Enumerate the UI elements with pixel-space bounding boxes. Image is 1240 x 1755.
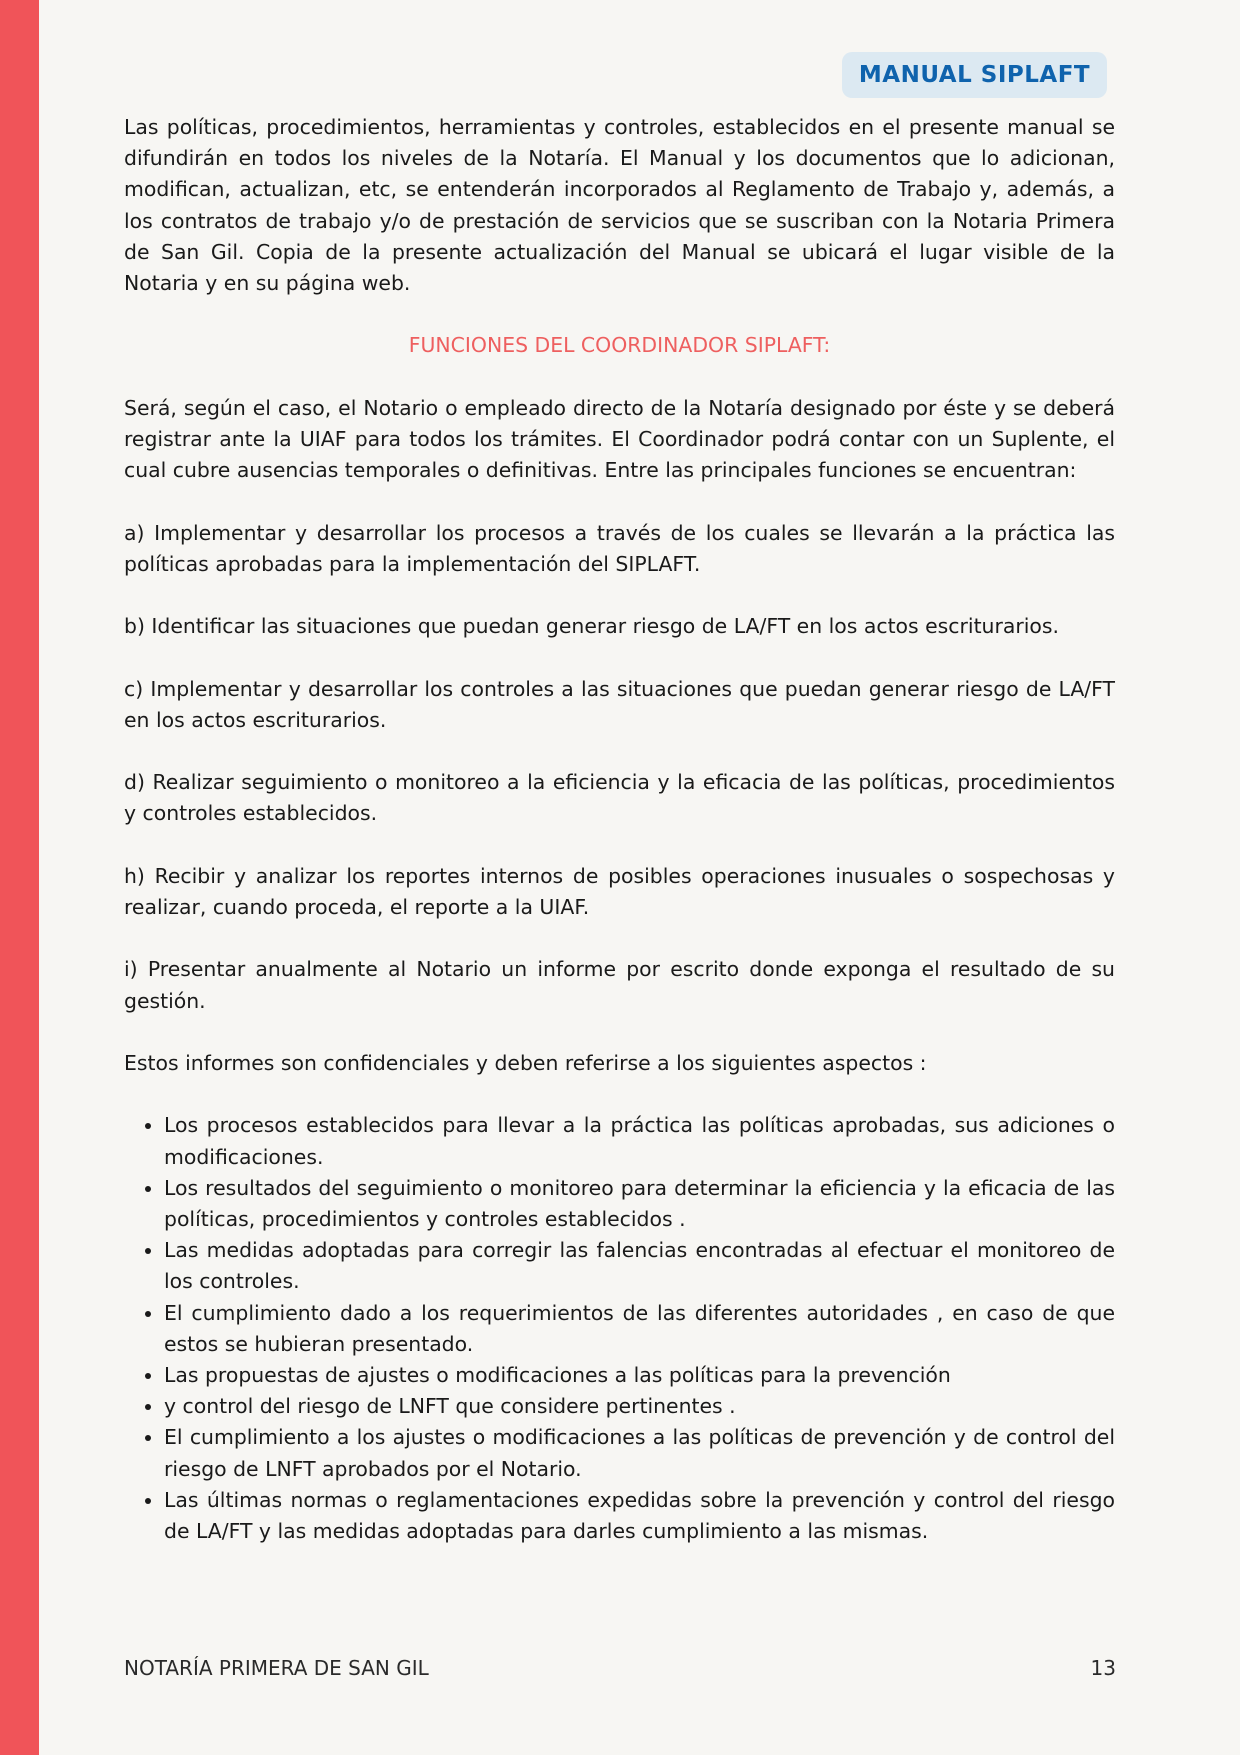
accent-bar [0,0,39,1755]
aspects-list [124,1110,1115,1547]
footer-notary-name: NOTARÍA PRIMERA DE SAN GIL [124,1656,429,1680]
function-item: h) Recibir y analizar los reportes internos de posibles operaciones inusuales o sospechosas y realizar, cuando proceda, el reporte a la UIAF. [124,863,1115,919]
list-item: • Los resultados del seguimiento o monitoreo para determinar la eficiencia y la eficacia de las políticas, procedimientos y controles establecidos . [164,1173,1115,1235]
function-item: c) Implementar y desarrollar los controles a las situaciones que puedan generar riesgo de LA/FT en los actos escriturarios. [124,676,1115,732]
list-item: • y control del riesgo de LNFT que considere pertinentes . [164,1391,1115,1422]
function-item: i) Presentar anualmente al Notario un informe por escrito donde exponga el resultado de su gestión. [124,957,1115,1013]
list-item: • El cumplimiento a los ajustes o modificaciones a las políticas de prevención y de control del riesgo de LNFT aprobados por el Notario. [164,1422,1115,1484]
list-item: • Las propuestas de ajustes o modificaciones a las políticas para la prevención [164,1360,1115,1391]
intro-paragraph: Las políticas, procedimientos, herramientas y controles, establecidos en el presente manual se difundirán en todos los niveles de la Notaría. El Manual y los documentos que lo adicionan, modifican, actualizan, etc, se entenderán incorporados al Reglamento de Trabajo y, además, a los contratos de trabajo y/o de prestación de servicios que se suscriban con la Notaria Primera de San Gil. Copia de la presente actualización del Manual se ubicará el lugar visible de la Notaria y en su página web. [124,115,1115,296]
section-title: FUNCIONES DEL COORDINADOR SIPLAFT: [408,333,831,358]
list-item: • Las medidas adoptadas para corregir las falencias encontradas al efectuar el monitoreo de los controles. [164,1235,1115,1297]
function-item: d) Realizar seguimiento o monitoreo a la eficiencia y la eficacia de las políticas, procedimientos y controles establecidos. [124,770,1115,826]
list-item: • El cumplimiento dado a los requerimientos de las diferentes autoridades , en caso de que estos se hubieran presentado. [164,1298,1115,1360]
section-intro: Será, según el caso, el Notario o empleado directo de la Notaría designado por éste y se deberá registrar ante la UIAF para todos los trámites. El Coordinador podrá contar con un Suplente, el cual cubre ausencias temporales o definitivas. Entre las principales funciones se encuentran: [124,395,1115,483]
list-item: • Los procesos establecidos para llevar a la práctica las políticas aprobadas, sus adiciones o modificaciones. [164,1110,1115,1172]
list-item: • Las últimas normas o reglamentaciones expedidas sobre la prevención y control del riesgo de LA/FT y las medidas adoptadas para darles cumplimiento a las mismas. [164,1485,1115,1547]
reports-intro: Estos informes son confidenciales y deben referirse a los siguientes aspectos : [124,1050,927,1075]
page-body [124,112,1115,1547]
function-item: a) Implementar y desarrollar los procesos a través de los cuales se llevarán a la práctica las políticas aprobadas para la implementación del SIPLAFT. [124,520,1115,576]
page-number: 13 [1090,1656,1116,1680]
function-item: b) Identificar las situaciones que puedan generar riesgo de LA/FT en los actos escriturarios. [124,614,1059,639]
manual-badge: MANUAL SIPLAFT [842,52,1107,98]
